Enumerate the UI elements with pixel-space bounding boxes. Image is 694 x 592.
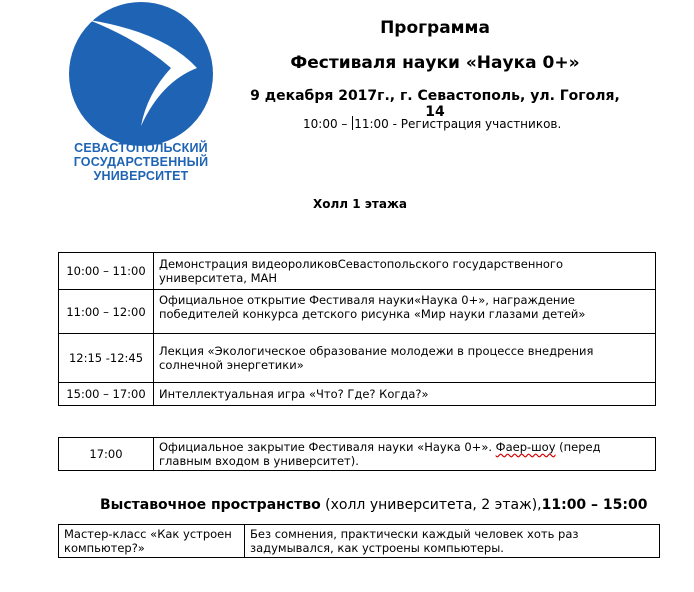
closing-table xyxy=(58,437,656,471)
row-time: 10:00 – 11:00 xyxy=(59,253,154,290)
row-event: Интеллектуальная игра «Что? Где? Когда?» xyxy=(154,383,656,406)
closing-event: Официальное закрытие Фестиваля науки «Наука 0+». Фаер-шоу (перед главным входом в университет). xyxy=(154,438,656,471)
table-row xyxy=(59,438,656,471)
page-title: Программа xyxy=(380,18,490,38)
row-time: 11:00 – 12:00 xyxy=(59,290,154,334)
hall-heading: Холл 1 этажа xyxy=(313,197,407,211)
logo-text-line1: СЕВАСТОПОЛЬСКИЙ xyxy=(74,141,208,155)
registration-line xyxy=(303,116,561,131)
exhibition-location: (холл университета, 2 этаж), xyxy=(320,497,542,513)
closing-time: 17:00 xyxy=(59,438,154,471)
workshop-name: Мастер-класс «Как устроен компьютер?» xyxy=(59,525,245,558)
row-time: 12:15 -12:45 xyxy=(59,334,154,383)
registration-text: - Регистрация участников. xyxy=(388,117,562,131)
row-event: Официальное открытие Фестиваля науки«Наука 0+», награждение победителей конкурса детского рисунка «Мир науки глазами детей» xyxy=(154,290,656,334)
table-row xyxy=(59,383,656,406)
table-row xyxy=(59,334,656,383)
row-event: Лекция «Экологическое образование молодежи в процессе внедрения солнечной энергетики» xyxy=(154,334,656,383)
date-place: 9 декабря 2017г., г. Севастополь, ул. Гоголя, 14 xyxy=(250,88,620,120)
table-row xyxy=(59,290,656,334)
registration-time-start: 10:00 – xyxy=(303,117,352,131)
workshop-table xyxy=(58,524,660,558)
exhibition-time: 11:00 – 15:00 xyxy=(541,497,648,513)
registration-time-end: 11:00 xyxy=(354,117,389,131)
workshop-description: Без сомнения, практически каждый человек хоть раз задумывался, как устроены компьютеры. xyxy=(245,525,660,558)
university-logo xyxy=(69,2,213,146)
exhibition-heading xyxy=(100,497,647,513)
logo-text-line3: УНИВЕРСИТЕТ xyxy=(93,169,189,183)
row-event: Демонстрация видеороликовСевастопольского государственного университета, МАН xyxy=(154,253,656,290)
table-row xyxy=(59,253,656,290)
schedule-table xyxy=(58,252,656,406)
logo-text-line2: ГОСУДАРСТВЕННЫЙ xyxy=(73,155,209,169)
row-time: 15:00 – 17:00 xyxy=(59,383,154,406)
page-subtitle: Фестиваля науки «Наука 0+» xyxy=(290,53,580,73)
exhibition-label: Выставочное пространство xyxy=(100,497,321,513)
spellcheck-flagged-word: Фаер-шоу xyxy=(495,440,556,454)
table-row xyxy=(59,525,660,558)
